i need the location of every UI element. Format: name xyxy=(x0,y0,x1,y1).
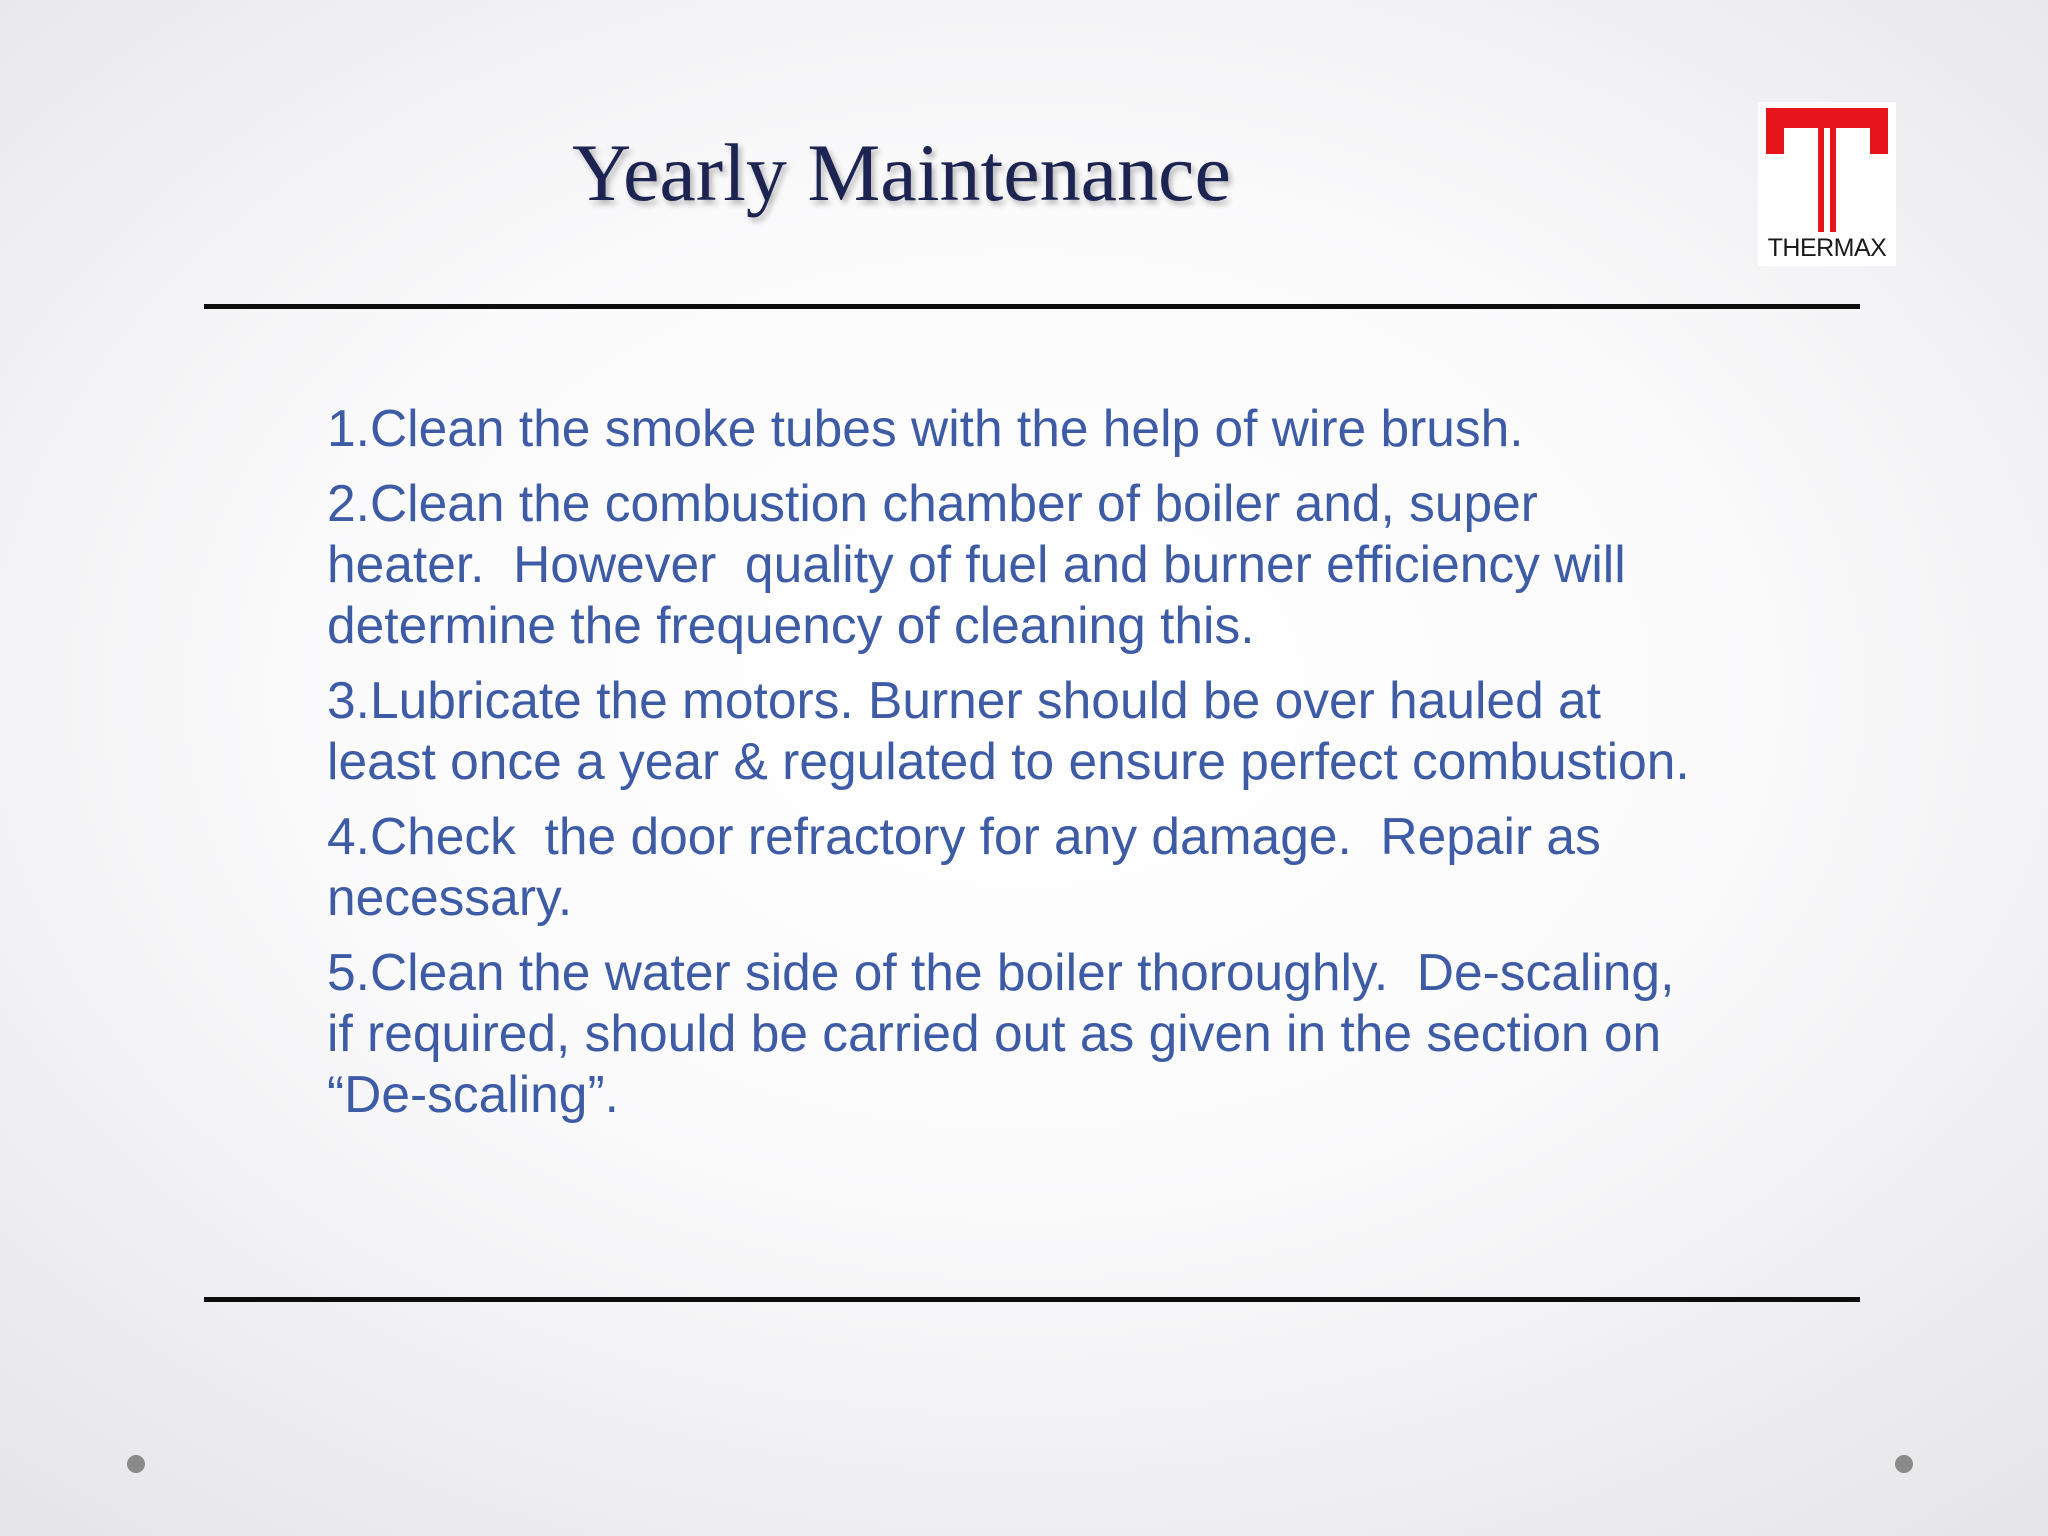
top-divider xyxy=(204,304,1860,309)
corner-dot-right xyxy=(1895,1455,1913,1473)
thermax-logo xyxy=(1758,102,1896,266)
bottom-divider xyxy=(204,1297,1860,1302)
list-item: 2.Clean the combustion chamber of boiler and, super heater. However quality of fuel and burner efficiency will determine the frequency of cleaning this. xyxy=(327,474,1641,654)
maintenance-list xyxy=(327,398,1707,1139)
corner-dot-left xyxy=(127,1455,145,1473)
list-item: 3.Lubricate the motors. Burner should be over hauled at least once a year & regulated to ensure perfect combustion. xyxy=(327,671,1690,790)
thermax-t-logo-icon xyxy=(1766,108,1888,232)
logo-wordmark: THERMAX xyxy=(1767,234,1887,262)
slide-title: Yearly Maintenance xyxy=(572,127,1231,218)
logo-mark-gap xyxy=(1824,128,1830,232)
list-item: 1.Clean the smoke tubes with the help of wire brush. xyxy=(327,399,1524,457)
list-item: 4.Check the door refractory for any damage. Repair as necessary. xyxy=(327,807,1616,926)
list-item: 5.Clean the water side of the boiler thoroughly. De-scaling, if required, should be carried out as given in the section on “De-scaling”. xyxy=(327,943,1689,1123)
